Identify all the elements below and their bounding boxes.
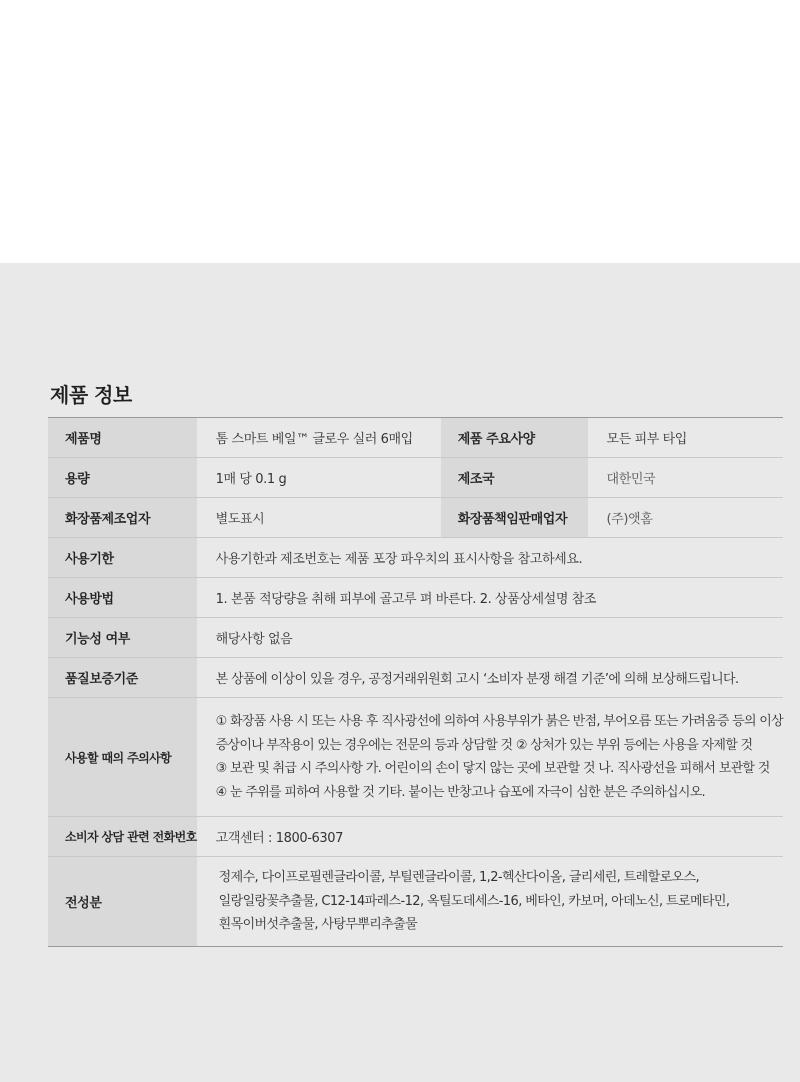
product-name-value: 톰 스마트 베일™ 글로우 실러 6매입: [197, 418, 441, 458]
table-row: [48, 698, 783, 817]
quality-value: 본 상품에 이상이 있을 경우, 공정거래위원회 고시 ‘소비자 분쟁 해결 기준’에 의해 보상해드립니다.: [197, 658, 783, 698]
table-row: [48, 618, 783, 658]
cautions-label: 사용할 때의 주의사항: [48, 698, 197, 817]
ingredients-line: 흰목이버섯추출물, 사탕무뿌리추출물: [218, 917, 418, 932]
origin-label: 제조국: [441, 458, 588, 498]
manufacturer-label: 화장품제조업자: [48, 498, 197, 538]
quality-label: 품질보증기준: [48, 658, 197, 698]
table-row: [48, 418, 783, 458]
table-row: [48, 458, 783, 498]
table-row: [48, 498, 783, 538]
seller-label: 화장품책임판매업자: [441, 498, 588, 538]
ingredients-label: 전성분: [48, 857, 197, 947]
functional-value: 해당사항 없음: [197, 618, 783, 658]
manufacturer-value: 별도표시: [197, 498, 441, 538]
cautions-line: ① 화장품 사용 시 또는 사용 후 직사광선에 의하여 사용부위가 붉은 반점, 부어오름 또는 가려움증 등의 이상: [215, 714, 783, 729]
product-name-label: 제품명: [48, 418, 197, 458]
cautions-line: ④ 눈 주위를 피하여 사용할 것 기타. 붙이는 반창고나 습포에 자극이 심한 분은 주의하십시오.: [215, 784, 705, 800]
main-spec-label: 제품 주요사양: [441, 418, 588, 458]
top-blank-area: [0, 0, 800, 263]
product-info-table: [48, 417, 783, 947]
contact-label: 소비자 상담 관련 전화번호: [48, 817, 197, 857]
usage-label: 사용방법: [48, 578, 197, 618]
expiry-label: 사용기한: [48, 538, 197, 578]
table-row: [48, 658, 783, 698]
capacity-label: 용량: [48, 458, 197, 498]
product-info-section: [0, 263, 800, 1082]
expiry-value: 사용기한과 제조번호는 제품 포장 파우치의 표시사항을 참고하세요.: [197, 538, 783, 578]
ingredients-line: 일랑일랑꽃추출물, C12-14파레스-12, 옥틸도데세스-16, 베타인, 카보머, 아데노신, 트로메타민,: [218, 893, 730, 909]
cautions-value: [197, 698, 783, 817]
usage-value: 1. 본품 적당량을 취해 피부에 골고루 펴 바른다. 2. 상품상세설명 참조: [197, 578, 783, 618]
cautions-line: ③ 보관 및 취급 시 주의사항 가. 어린이의 손이 닿지 않는 곳에 보관할 것 나. 직사광선을 피해서 보관할 것: [215, 761, 770, 776]
section-title: 제품 정보: [50, 383, 132, 407]
capacity-value: 1매 당 0.1 g: [197, 458, 441, 498]
ingredients-value: [197, 857, 783, 947]
table-row: [48, 857, 783, 947]
contact-value: 고객센터 : 1800-6307: [197, 817, 783, 857]
seller-value: (주)앳홈: [588, 498, 783, 538]
ingredients-line: 정제수, 다이프로필렌글라이콜, 부틸렌글라이콜, 1,2-헥산다이올, 글리세린, 트레할로오스,: [218, 870, 700, 885]
main-spec-value: 모든 피부 타입: [588, 418, 783, 458]
cautions-line: 증상이나 부작용이 있는 경우에는 전문의 등과 상담할 것 ② 상처가 있는 부위 등에는 사용을 자제할 것: [215, 737, 753, 753]
table-row: [48, 817, 783, 857]
table-row: [48, 578, 783, 618]
table-row: [48, 538, 783, 578]
functional-label: 기능성 여부: [48, 618, 197, 658]
origin-value: 대한민국: [588, 458, 783, 498]
